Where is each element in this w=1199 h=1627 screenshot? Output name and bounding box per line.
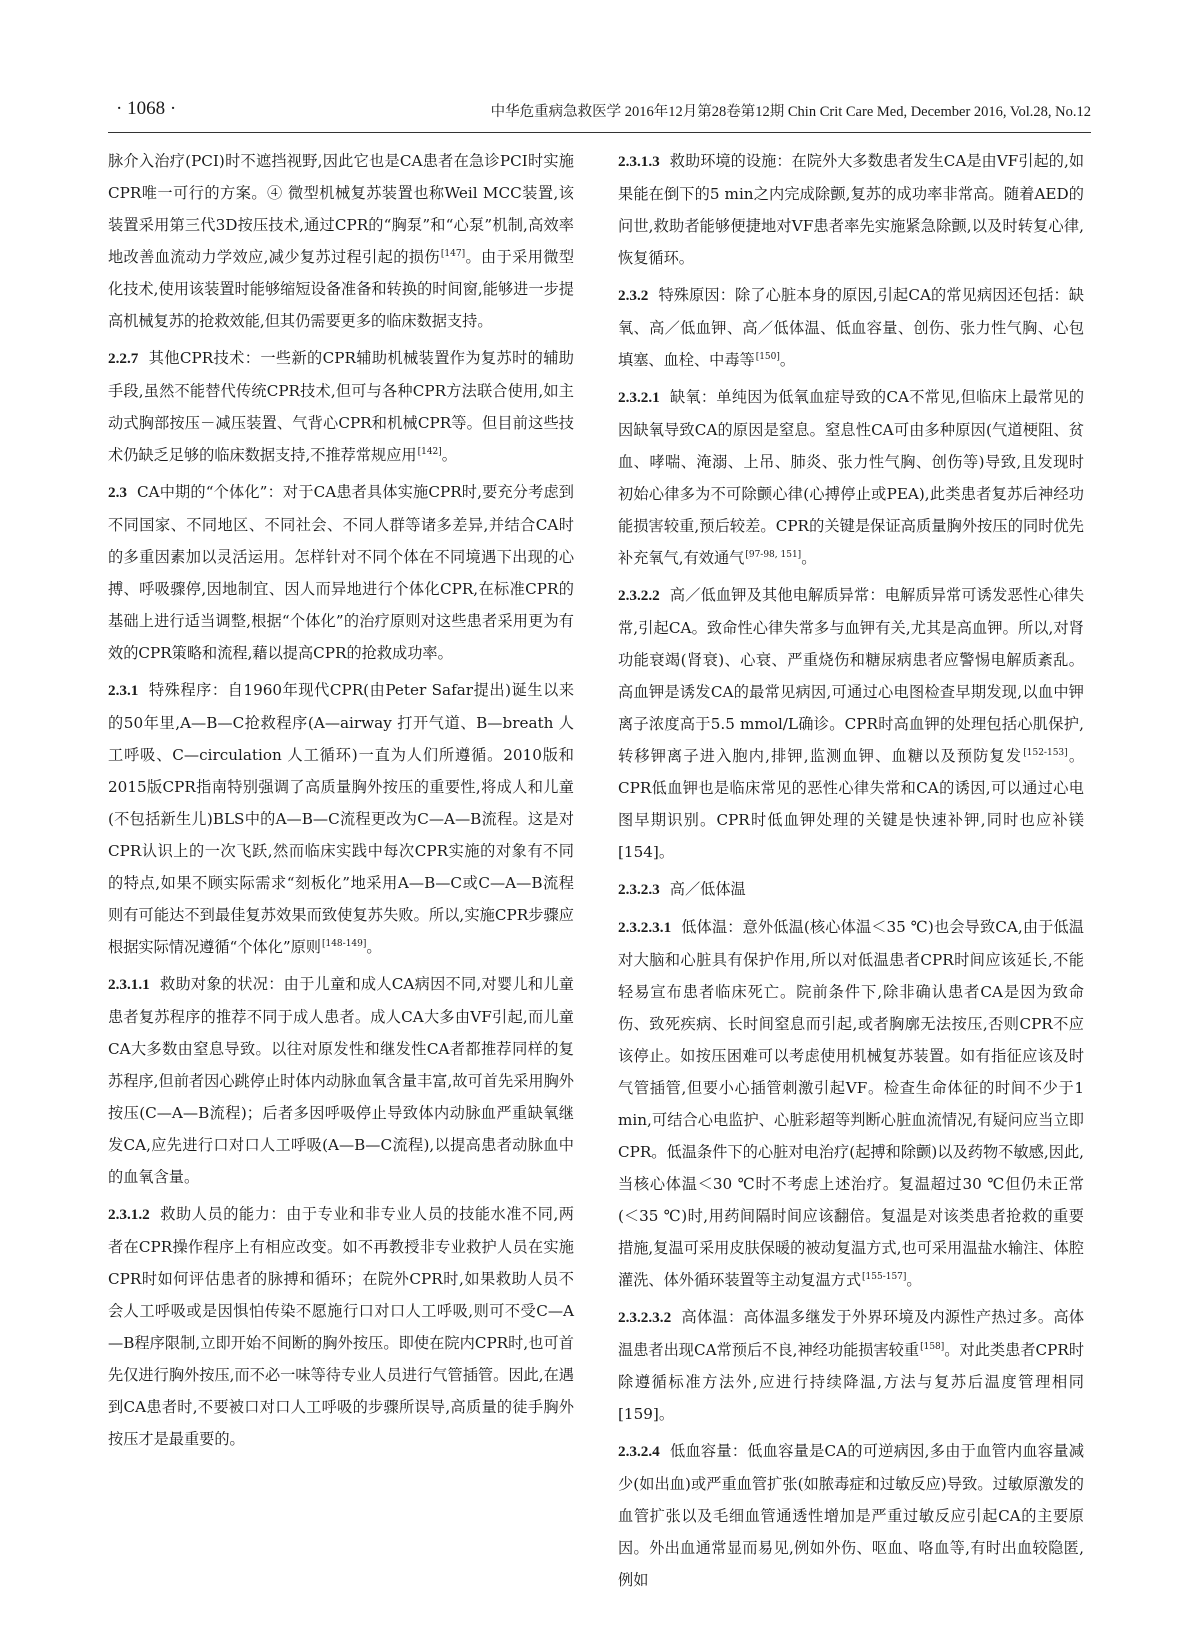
paragraph-text: 脉介入治疗(PCI)时不遮挡视野,因此它也是CA患者在急诊PCI时实施CPR唯一可行的方案。④ 微型机械复苏装置也称Weil MCC装置,该装置采用第三代3D按压技术,通过CPR的“胸泵”和“心泵”机制,高效率地改善血流动力学效应,减少复苏过程引起的损伤 (108, 152, 574, 266)
paragraph-text: 在院外大多数患者发生CA是由VF引起的,如果能在倒下的5 min之内完成除颤,复苏的成功率非常高。随着AED的问世,救助者能够便捷地对VF患者率先实施紧急除颤,以及时转复心律,恢复循环。 (618, 152, 1085, 267)
section-number: 2.3.1.2 (108, 1206, 150, 1223)
section-title: 特殊原因： (658, 286, 736, 304)
paragraph-text: 除了心脏本身的原因,引起CA的常见病因还包括：缺氧、高／低血钾、高／低体温、低血容量、创伤、张力性气胸、心包填塞、血栓、中毒等 (618, 286, 1084, 369)
paragraph (108, 1198, 574, 1455)
section-title: 救助人员的能力： (159, 1205, 287, 1223)
section-number: 2.3.2.3 (618, 881, 660, 898)
paragraph (108, 674, 574, 963)
section-title: 特殊程序： (148, 681, 228, 699)
citation-ref: [97-98, 151] (745, 550, 802, 560)
paragraph (618, 145, 1084, 274)
citation-ref: [142] (417, 447, 442, 457)
paragraph (108, 476, 574, 669)
section-number: 2.3.2.3.1 (618, 919, 672, 936)
paragraph (108, 968, 574, 1193)
paragraph-text-continued: 。 (906, 1271, 922, 1289)
citation-ref: [150] (755, 352, 780, 362)
paragraph (618, 873, 1084, 906)
paragraph (618, 1301, 1084, 1430)
left-column (108, 145, 574, 1460)
section-number: 2.3.2.1 (618, 389, 660, 406)
citation-ref: [158] (920, 1342, 945, 1352)
section-number: 2.3.2.2 (618, 587, 660, 604)
paragraph-text: 由于专业和非专业人员的技能水准不同,两者在CPR操作程序上有相应改变。如不再教授非专业救护人员在实施CPR时如何评估患者的脉搏和循环；在院外CPR时,如果救助人员不会人工呼吸或是因惧怕传染不愿施行口对口人工呼吸,则可不受C—A—B程序限制,立即开始不间断的胸外按压。即使在院内CPR时,也可首先仅进行胸外按压,而不必一味等待专业人员进行气管插管。因此,在遇到CA患者时,不要被口对口人工呼吸的步骤所误导,高质量的徒手胸外按压才是最重要的。 (108, 1205, 574, 1448)
citation-ref: [148-149] (321, 939, 367, 949)
paragraph-text: 电解质异常可诱发恶性心律失常,引起CA。致命性心律失常多与血钾有关,尤其是高血钾。所以,对肾功能衰竭(肾衰)、心衰、严重烧伤和糖尿病患者应警惕电解质紊乱。高血钾是诱发CA的最常见病因,可通过心电图检查早期发现,以血中钾离子浓度高于5.5 mmol/L确诊。CPR时高血钾的处理包括心肌保护,转移钾离子进入胞内,排钾,监测血钾、血糖以及预防复发 (618, 586, 1085, 765)
section-title: 救助对象的状况： (159, 975, 284, 993)
paragraph-text-continued: 。 (441, 446, 457, 464)
section-number: 2.3.2.4 (618, 1443, 660, 1460)
page-header (108, 92, 1091, 133)
paragraph-text-continued: 。 (366, 938, 382, 956)
page-number: · 1068 · (116, 98, 177, 119)
paragraph-text-continued: 。由于采用微型化技术,使用该装置时能够缩短设备准备和转换的时间窗,能够进一步提高机械复苏的抢救效能,但其仍需要更多的临床数据支持。 (108, 248, 575, 330)
section-number: 2.3.2.3.2 (618, 1309, 672, 1326)
paragraph-text: 低血容量是CA的可逆病因,多由于血管内血容量减少(如出血)或严重血管扩张(如脓毒症和过敏反应)导致。过敏原激发的血管扩张以及毛细血管通透性增加是严重过敏反应引起CA的主要原因。外出血通常显而易见,例如外伤、呕血、咯血等,有时出血较隐匿,例如 (618, 1442, 1085, 1589)
section-title: 高体温： (681, 1308, 744, 1326)
citation-ref: [155-157] (862, 1272, 907, 1282)
paragraph-text-continued: 。对此类患者CPR时除遵循标准方法外,应进行持续降温,方法与复苏后温度管理相同[159]。 (618, 1341, 1085, 1423)
paragraph-text-continued: 。 (801, 549, 817, 567)
section-number: 2.3.1.1 (108, 976, 150, 993)
paragraph-text: 一些新的CPR辅助机械装置作为复苏时的辅助手段,虽然不能替代传统CPR技术,但可与各种CPR方法联合使用,如主动式胸部按压－减压装置、气背心CPR和机械CPR等。但目前这些技术仍缺乏足够的临床数据支持,不推荐常规应用 (108, 349, 574, 464)
paragraph (618, 279, 1084, 376)
paragraph (618, 579, 1084, 868)
section-number: 2.3.1 (108, 682, 139, 699)
section-title: 高／低血钾及其他电解质异常： (669, 586, 885, 604)
section-title: 缺氧： (669, 388, 717, 406)
paragraph (108, 342, 574, 471)
paragraph (618, 381, 1084, 574)
citation-ref: [147] (440, 249, 466, 259)
section-title: 低体温： (681, 918, 743, 936)
right-column (618, 145, 1084, 1601)
section-number: 2.3.1.3 (618, 153, 660, 170)
paragraph-text: 由于儿童和成人CA病因不同,对婴儿和儿童患者复苏程序的推荐不同于成人患者。成人CA大多由VF引起,而儿童CA大多数由窒息导致。以往对原发性和继发性CA者都推荐同样的复苏程序,但前者因心跳停止时体内动脉血氧含量丰富,故可首先采用胸外按压(C—A—B流程)；后者多因呼吸停止导致体内动脉血严重缺氧继发CA,应先进行口对口人工呼吸(A—B—C流程),以提高患者动脉血中的血氧含量。 (108, 975, 574, 1186)
paragraph-text-continued: 。 (779, 351, 796, 369)
paragraph-text: 自1960年现代CPR(由Peter Safar提出)诞生以来的50年里,A—B—C抢救程序(A—airway 打开气道、B—breath 人工呼吸、C—circulation 人工循环)一直为人们所遵循。2010版和2015版CPR指南特别强调了高质量胸外按压的重要性,将成人和儿童(不包括新生儿)BLS中的A—B—C流程更改为C—A—B流程。这是对CPR认识上的一次飞跃,然而临床实践中每次CPR实施的对象有不同的特点,如果不顾实际需求“刻板化”地采用A—B—C或C—A—B流程则有可能达不到最佳复苏效果而致使复苏失败。所以,实施CPR步骤应根据实际情况遵循“个体化”原则 (108, 681, 575, 956)
paragraph-text: 单纯因为低氧血症导致的CA不常见,但临床上最常见的因缺氧导致CA的原因是窒息。窒息性CA可由多种原因(气道梗阻、贫血、哮喘、淹溺、上吊、肺炎、张力性气胸、创伤等)导致,且发现时初始心律多为不可除颤心律(心搏停止或PEA),此类患者复苏后神经功能损害较重,预后较差。CPR的关键是保证高质量胸外按压的同时优先补充氧气,有效通气 (618, 388, 1085, 567)
section-title: 高／低体温 (669, 880, 746, 898)
section-title: 救助环境的设施： (669, 152, 792, 170)
citation-ref: [152-153] (1023, 748, 1068, 758)
paragraph-text: 意外低温(核心体温＜35 ℃)也会导致CA,由于低温对大脑和心脏具有保护作用,所以对低温患者CPR时间应该延长,不能轻易宣布患者临床死亡。院前条件下,除非确认患者CA是因为致命伤、致死疾病、长时间窒息而引起,或者胸廓无法按压,否则CPR不应该停止。如按压困难可以考虑使用机械复苏装置。如有指征应该及时气管插管,但要小心插管刺激引起VF。检查生命体征的时间不少于1 min,可结合心电监护、心脏彩超等判断心脏血流情况,有疑问应当立即CPR。低温条件下的心脏对电治疗(起搏和除颤)以及药物不敏感,因此,当核心体温＜30 ℃时不考虑上述治疗。复温超过30 ℃但仍未正常(＜35 ℃)时,用药间隔时间应该翻倍。复温是对该类患者抢救的重要措施,复温可采用皮肤保暖的被动复温方式,也可采用温盐水输注、体腔灌洗、体外循环装置等主动复温方式 (618, 918, 1084, 1289)
paragraph-text: 高体温多继发于外界环境及内源性产热过多。高体温患者出现CA常预后不良,神经功能损害较重 (618, 1308, 1085, 1359)
section-title: 其他CPR技术： (148, 349, 261, 367)
paragraph-text: 对于CA患者具体实施CPR时,要充分考虑到不同国家、不同地区、不同社会、不同人群等诸多差异,并结合CA时的多重因素加以灵活运用。怎样针对不同个体在不同境遇下出现的心搏、呼吸骤停,因地制宜、因人而异地进行个体化CPR,在标准CPR的基础上进行适当调整,根据“个体化”的治疗原则对这些患者采用更为有效的CPR策略和流程,藉以提高CPR的抢救成功率。 (108, 483, 574, 662)
section-title: CA中期的“个体化”： (136, 483, 283, 501)
running-head: 中华危重病急救医学 2016年12月第28卷第12期 Chin Crit Care Med, December 2016, Vol.28, No.12 (490, 104, 1091, 120)
section-title: 低血容量： (669, 1442, 748, 1460)
paragraph (108, 145, 574, 337)
section-number: 2.3.2 (618, 287, 649, 304)
section-number: 2.3 (108, 484, 127, 501)
section-number: 2.2.7 (108, 350, 139, 367)
paragraph (618, 1435, 1084, 1596)
paragraph-text-continued: 。CPR低血钾也是临床常见的恶性心律失常和CA的诱因,可以通过心电图早期识别。CPR时低血钾处理的关键是快速补钾,同时也应补镁[154]。 (618, 747, 1085, 861)
paragraph (618, 911, 1084, 1296)
